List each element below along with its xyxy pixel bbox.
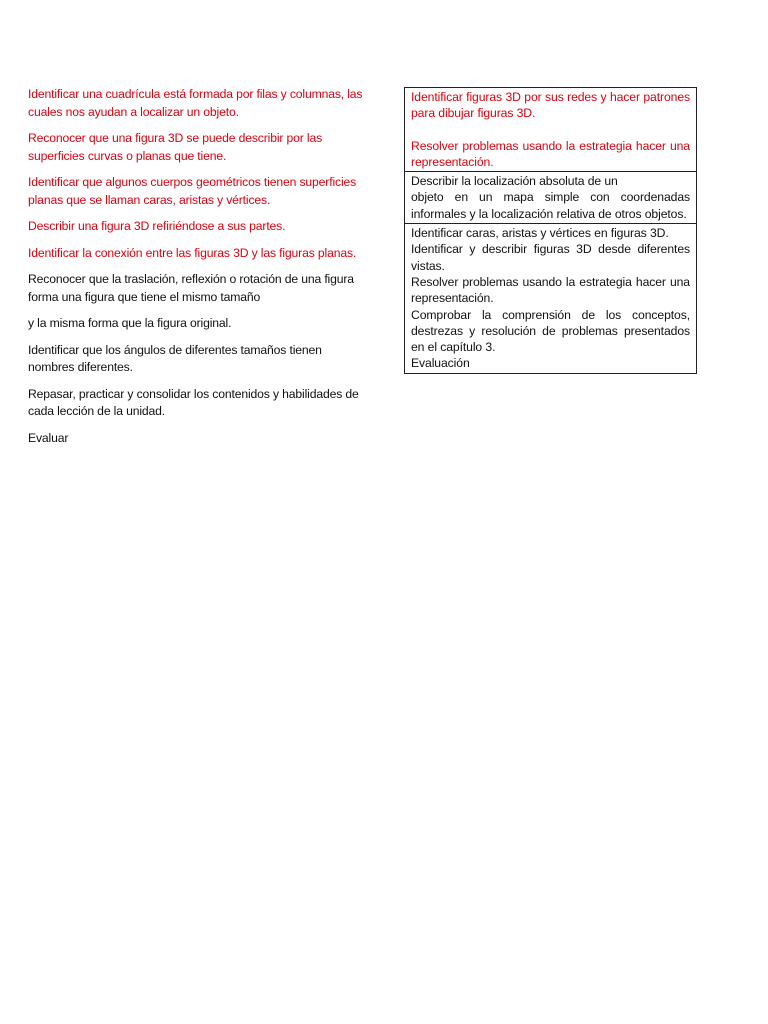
objective-10: Evaluar [28,430,69,445]
table-cell-3-line-4: Comprobar la comprensión de los conceptos, destrezas y resolución de problemas presentados en el capítulo 3. [411,307,690,355]
objective-4: Describir una figura 3D refiriéndose a sus partes. [28,219,286,233]
objective-6: Reconocer que la traslación, reflexión o rotación de una figura forma una figura que tiene el mismo tamaño [28,272,354,304]
objective-3: Identificar que algunos cuerpos geométricos tienen superficies planas que se llaman caras, aristas y vértices. [28,175,357,207]
table-cell-3-line-5: Evaluación [411,356,470,371]
table-cell-2-line-1: Describir la localización absoluta de un [411,174,618,189]
table-cell-3-line-3: Resolver problemas usando la estrategia hacer una representación. [411,274,690,306]
table-cell-3-line-1: Identificar caras, aristas y vértices en figuras 3D. [411,226,669,241]
objective-1: Identificar una cuadrícula está formada por filas y columnas, las cuales nos ayudan a localizar un objeto. [28,87,363,119]
objective-8: Identificar que los ángulos de diferentes tamaños tienen nombres diferentes. [28,342,322,374]
objective-5: Identificar la conexión entre las figuras 3D y las figuras planas. [28,245,357,260]
objectives-table [404,87,697,374]
table-cell-1-line-2: Resolver problemas usando la estrategia hacer una representación. [411,138,690,169]
table-cell-3 [405,223,696,373]
objective-2: Reconocer que una figura 3D se puede describir por las superficies curvas o planas que tiene. [28,131,323,163]
table-cell-3-line-2: Identificar y describir figuras 3D desde diferentes vistas. [411,242,690,273]
table-cell-1-line-1: Identificar figuras 3D por sus redes y hacer patrones para dibujar figuras 3D. [411,90,690,121]
table-cell-2 [405,171,696,223]
objective-9: Repasar, practicar y consolidar los contenidos y habilidades de cada lección de la unidad. [28,386,359,418]
table-cell-2-line-2: objeto en un mapa simple con coordenadas informales y la localización relativa de otros objetos. [411,190,690,221]
objective-7: y la misma forma que la figura original. [28,316,232,330]
table-cell-1 [405,88,696,171]
objectives-list [28,86,368,456]
